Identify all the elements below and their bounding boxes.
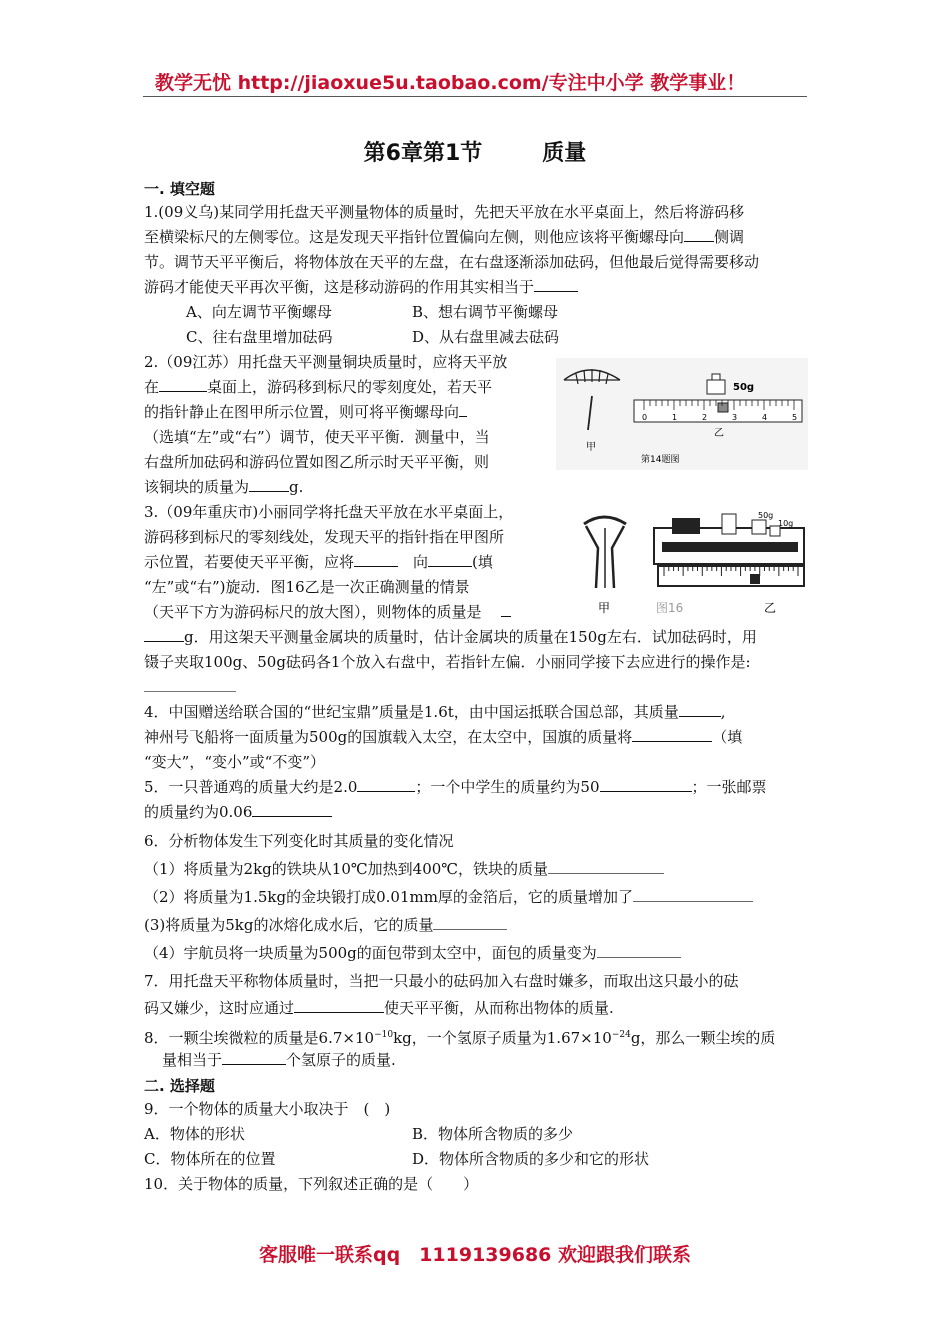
q3-line4: “左”或“右”)旋动．图16乙是一次正确测量的情景 [144,578,470,596]
title-topic: 质量 [542,141,587,166]
q10-stem: 10．关于物体的质量，下列叙述正确的是（ ） [144,1175,479,1193]
q1-line1: 1.(09义乌)某同学用托盘天平测量物体的质量时，先把天平放在水平桌面上，然后将游码移 [144,203,745,221]
q3-line3: 示位置，若要使天平平衡，应将 向 (填 [144,553,493,571]
label-yi: 乙 [714,428,724,439]
q2-line6: 该铜块的质量为 g. [144,478,304,496]
q2-line4: （选填“左”或“右”）调节，使天平平衡．测量中，当 [144,428,490,446]
q6-sub1: （1）将质量为2kg的铁块从10℃加热到400℃，铁块的质量 [144,858,664,880]
q4-line3: “变大”，“变小”或“不变”） [144,753,326,771]
q3-line6: g．用这架天平测量金属块的质量时，估计金属块的质量在150g左右．试加砝码时，用 [144,626,757,648]
q6-sub2: （2）将质量为1.5kg的金块锻打成0.01mm厚的金箔后，它的质量增加了 [144,886,753,908]
q1-line4: 游码才能使天平再次平衡，这是移动游码的作用其实相当于 [144,276,578,298]
q7-line1: 7．用托盘天平称物体质量时，当把一只最小的砝码加入右盘时嫌多，而取出这只最小的砝 [144,972,739,990]
object-block [672,518,700,534]
q2-line3: 的指针静止在图甲所示位置，则可将平衡螺母向 [144,401,467,423]
ruler-tick-label: 2 [702,413,708,422]
q9-option-d: D．物体所含物质的多少和它的形状 [412,1150,650,1168]
ruler-tick-label: 1 [672,413,678,422]
q1-option-b: B、想右调节平衡螺母 [412,303,559,321]
label-jia: 甲 [598,601,611,615]
q3-line7: 镊子夹取100g、50g砝码各1个放入右盘中，若指针左偏．小丽同学接下去应进行的操作是: [144,653,751,671]
figure-14-drawing [556,358,808,470]
ruler-tick-label: 5 [792,413,798,422]
figure-16-drawing [572,504,808,616]
header-rule [143,96,807,97]
q3-line1: 3.（09年重庆市)小丽同学将托盘天平放在水平桌面上， [144,503,514,521]
figure-14 [556,358,808,470]
q8-line1: 8．一颗尘埃微粒的质量是$6.7\times 10^{-10}kg$，一个氢原子质量为$1.67\times 10^{-24}g$，那么一颗尘埃的质 [144,1029,776,1047]
label-yi: 乙 [764,601,777,615]
header-text: 教学无忧 http://jiaoxue5u.taobao.com/专注中小学 教学事业！ [155,72,746,94]
q4-line2: 神州号飞船将一面质量为500g的国旗载入太空，在太空中，国旗的质量将 （填 [144,728,743,746]
label-jia: 甲 [586,442,596,453]
ruler-tick-label: 4 [762,413,768,422]
q1-line2: 至横梁标尺的左侧零位。这是发现天平指针位置偏向左侧，则他应该将平衡螺母向 侧调 [144,228,745,246]
q2-line1: 2.（09江苏）用托盘天平测量铜块质量时，应将天平放 [144,353,508,371]
weight-50g [707,380,725,394]
title-chapter: 第6章第1节 [363,141,483,166]
beam [662,542,798,552]
q1-line3: 节。调节天平平衡后，将物体放在天平的左盘，在右盘逐渐添加砝码，但他最后觉得需要移动 [144,253,760,271]
q1-option-c: C、往右盘里增加砝码 [186,328,333,346]
page-header [143,68,807,98]
q9-stem: 9．一个物体的质量大小取决于 ( ) [144,1100,391,1118]
q3-line5: （天平下方为游码标尺的放大图），则物体的质量是 [144,601,511,623]
q4-line1: 4．中国赠送给联合国的“世纪宝鼎”质量是1.6t，由中国运抵联合国总部，其质量 , [144,703,726,721]
page-footer: 客服唯一联系qq 1119139686 欢迎跟我们联系 [258,1244,692,1266]
q7-line2: 码又嫌少，这时应通过 使天平平衡，从而称出物体的质量. [144,999,614,1017]
q6-intro: 6．分析物体发生下列变化时其质量的变化情况 [144,832,454,850]
q1-option-a: A、向左调节平衡螺母 [186,303,332,321]
section-heading-fill: 一. 填空题 [144,180,215,198]
q2-line2: 在 桌面上，游码移到标尺的零刻度处，若天平 [144,378,493,396]
q3-line2: 游码移到标尺的零刻线处，发现天平的指针指在甲图所 [144,528,505,546]
q6-sub4: （4）宇航员将一块质量为500g的面包带到太空中，面包的质量变为 [144,942,681,964]
ruler-tick-label: 0 [642,413,648,422]
q3-answer-line [144,676,236,698]
ruler-tick-label: 3 [732,413,738,422]
weight-50g-label: 50g [758,511,774,520]
q6-sub3: (3)将质量为5kg的冰熔化成水后，它的质量 [144,914,507,936]
section-heading-choice: 二. 选择题 [144,1077,215,1095]
rider [718,403,728,412]
q9-option-b: B．物体所含物质的多少 [412,1125,574,1143]
q9-option-c: C．物体所在的位置 [144,1150,276,1168]
label-fig16: 图16 [656,601,684,615]
q5-line1: 5．一只普通鸡的质量大约是2.0 ；一个中学生的质量约为50 ；一张邮票 [144,778,767,796]
q9-option-a: A．物体的形状 [144,1125,245,1143]
page-title [0,136,950,167]
figure-16 [572,504,808,616]
q8-line2: 量相当于 个氢原子的质量. [162,1051,396,1069]
q5-line2: 的质量约为0.06 [144,801,332,823]
q2-line5: 右盘所加砝码和游码位置如图乙所示时天平平衡，则 [144,453,490,471]
caption: 第14题图 [641,455,680,465]
weight-10g-label: 10g [778,519,794,528]
q1-option-d: D、从右盘里减去砝码 [412,328,560,346]
weight-label: 50g [733,382,755,393]
